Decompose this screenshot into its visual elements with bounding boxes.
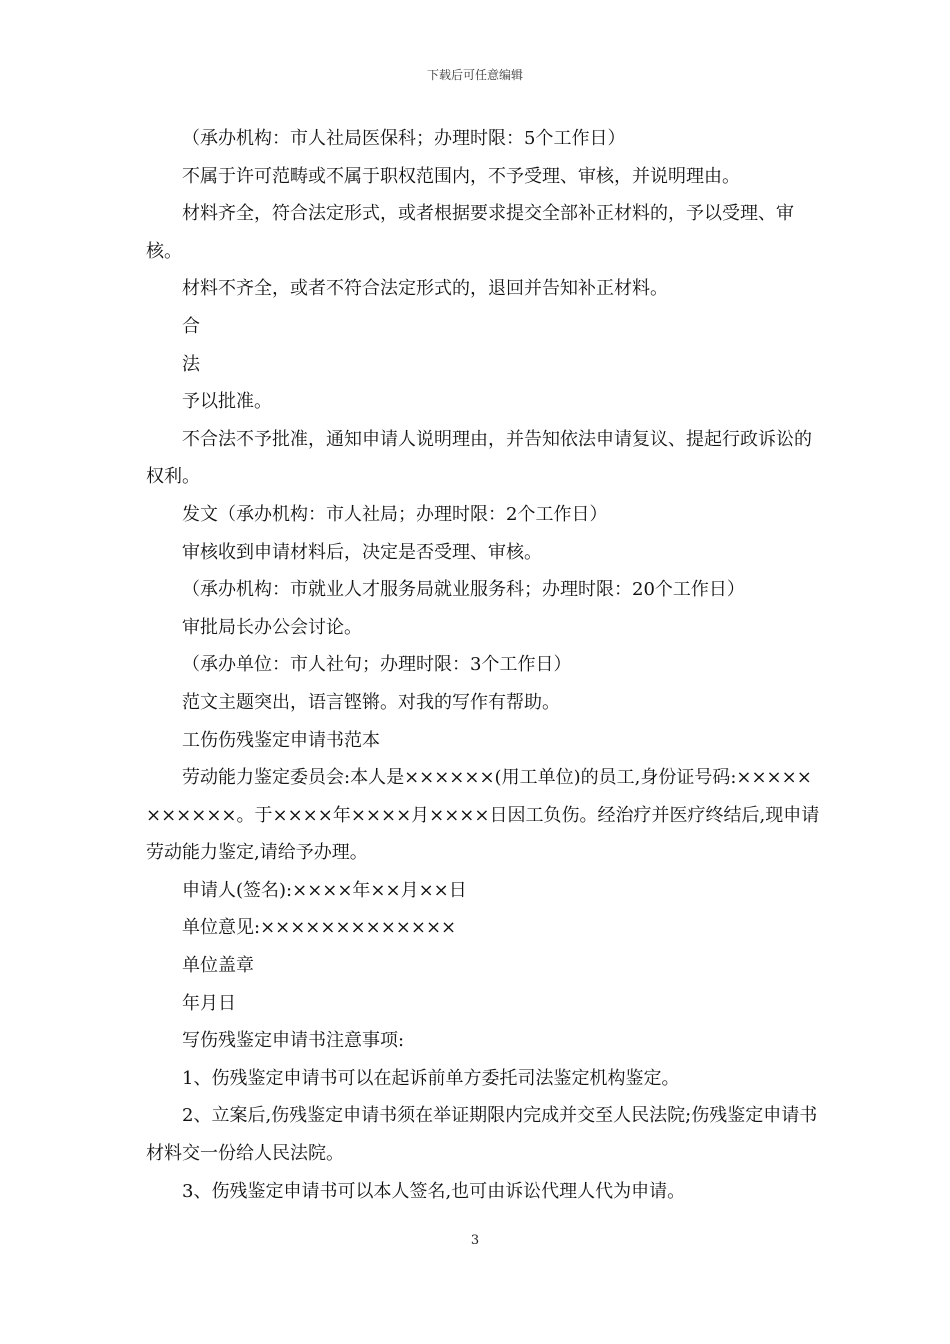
paragraph: （承办单位：市人社句；办理时限：3个工作日）: [182, 654, 572, 676]
paragraph: 劳动能力鉴定委员会:本人是××××××(用工单位)的员工,身份证号码:×××××××××××。于××××年××××月××××日因工负伤。经治疗并医疗终结后,现申请劳动能力鉴定,请给予办理。: [146, 767, 820, 864]
page-header: 下载后可任意编辑: [426, 68, 523, 82]
paragraph: 申请人(签名):××××年××月××日: [182, 879, 467, 901]
paragraph: 单位意见:×××××××××××××: [182, 917, 457, 939]
paragraph: 写伤残鉴定申请书注意事项:: [182, 1030, 405, 1052]
paragraph: 法: [182, 353, 200, 375]
section-title: 工伤伤残鉴定申请书范本: [182, 729, 380, 751]
paragraph: 予以批准。: [182, 391, 272, 413]
paragraph: 发文（承办机构：市人社局；办理时限：2个工作日）: [182, 503, 608, 525]
page-number: 3: [470, 1233, 480, 1248]
paragraph: 合: [182, 315, 200, 337]
list-item: 2、立案后,伤残鉴定申请书须在举证期限内完成并交至人民法院;伤残鉴定申请书材料交一份给人民法院。: [146, 1105, 818, 1165]
paragraph: 单位盖章: [182, 955, 254, 977]
paragraph: 不合法不予批准，通知申请人说明理由，并告知依法申请复议、提起行政诉讼的权利。: [146, 428, 812, 488]
list-item: 1、伤残鉴定申请书可以在起诉前单方委托司法鉴定机构鉴定。: [182, 1067, 680, 1089]
paragraph: 审核收到申请材料后，决定是否受理、审核。: [182, 541, 542, 563]
paragraph: 范文主题突出，语言铿锵。对我的写作有帮助。: [182, 691, 560, 713]
paragraph: 年月日: [182, 992, 236, 1014]
paragraph: 材料不齐全，或者不符合法定形式的，退回并告知补正材料。: [182, 278, 668, 300]
list-item: 3、伤残鉴定申请书可以本人签名,也可由诉讼代理人代为申请。: [182, 1180, 686, 1202]
paragraph: （承办机构：市就业人才服务局就业服务科；办理时限：20个工作日）: [182, 579, 745, 601]
paragraph: （承办机构：市人社局医保科；办理时限：5个工作日）: [182, 128, 626, 149]
paragraph: 材料齐全，符合法定形式，或者根据要求提交全部补正材料的，予以受理、审核。: [146, 203, 794, 262]
document-body: [146, 120, 826, 1210]
paragraph: 不属于许可范畴或不属于职权范围内，不予受理、审核，并说明理由。: [182, 165, 740, 187]
paragraph: 审批局长办公会讨论。: [182, 616, 362, 638]
